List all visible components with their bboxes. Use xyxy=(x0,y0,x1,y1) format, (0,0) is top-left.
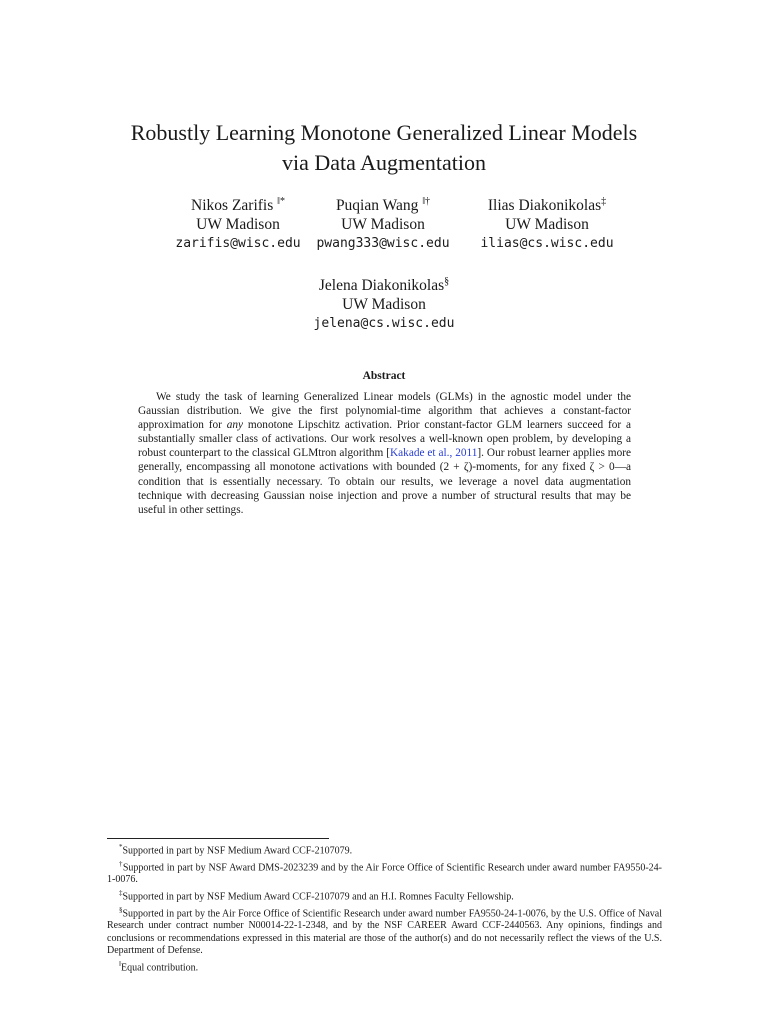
footnote-1 xyxy=(107,841,662,858)
footnote-text: Supported in part by NSF Medium Award CCF-2107079. xyxy=(122,845,353,857)
footnote-text: Supported in part by NSF Award DMS-2023239 and by the Air Force Office of Scientific Research under award number FA9550-24-1-0076. xyxy=(107,862,663,886)
footnote-mark: § xyxy=(119,905,123,914)
abstract-heading: Abstract xyxy=(362,370,406,382)
author-block-4 xyxy=(284,272,484,333)
footnote-mark: † xyxy=(119,859,123,868)
footnote-text: Equal contribution. xyxy=(120,961,199,973)
author-affiliation: UW Madison xyxy=(342,296,426,314)
author-affiliation: UW Madison xyxy=(196,216,280,234)
abstract-part-2: monotone Lipschitz activation. Prior constant-factor GLM learners succeed for a substantially smaller class of activations. Our work resolves a well-known open problem, by developing a robust counterpart to the classical GLMtron algorithm [ xyxy=(138,419,631,460)
footnote-mark: ‡ xyxy=(119,888,123,897)
citation-link[interactable]: Kakade et al., 2011 xyxy=(390,447,478,460)
author-email: ilias@cs.wisc.edu xyxy=(480,236,614,252)
author-mark: ‖* xyxy=(277,196,285,207)
footnote-3 xyxy=(107,887,662,904)
author-affiliation: UW Madison xyxy=(505,216,589,234)
author-name: Jelena Diakonikolas xyxy=(318,277,445,295)
author-email: jelena@cs.wisc.edu xyxy=(313,316,455,332)
title-line-2: via Data Augmentation xyxy=(281,150,487,175)
author-name: Puqian Wang xyxy=(335,197,419,215)
author-name: Nikos Zarifis xyxy=(191,197,274,215)
author-email: zarifis@wisc.edu xyxy=(175,236,301,252)
title-line-1: Robustly Learning Monotone Generalized Linear Models xyxy=(130,120,638,145)
author-mark: § xyxy=(444,276,450,287)
footnote-5 xyxy=(107,958,662,975)
footnote-2 xyxy=(107,858,662,887)
footnote-mark: * xyxy=(119,843,123,851)
footnotes xyxy=(107,841,662,974)
author-affiliation: UW Madison xyxy=(341,216,425,234)
author-block-3 xyxy=(462,192,632,253)
abstract-text xyxy=(138,390,631,517)
author-email: pwang333@wisc.edu xyxy=(316,236,450,252)
footnote-mark: ‖ xyxy=(119,959,121,968)
footnote-rule xyxy=(107,838,329,839)
paper-title xyxy=(0,118,768,178)
author-name: Ilias Diakonikolas xyxy=(487,197,602,215)
abstract-emphasis: any xyxy=(226,419,244,432)
author-mark: ‡ xyxy=(601,196,607,207)
footnote-text: Supported in part by NSF Medium Award CCF-2107079 and an H.I. Romnes Faculty Fellowship. xyxy=(122,891,514,903)
abstract-part-3: ]. Our robust learner applies more generally, encompassing all monotone activations with bounded (2 + ζ)-moments, for any fixed ζ > 0—a condition that is essentially necessary. To obtain our results, we leverage a novel data augmentation technique with decreasing Gaussian noise injection and prove a number of structural results that may be useful in other settings. xyxy=(138,447,631,516)
abstract-part-1: We study the task of learning Generalized Linear models (GLMs) in the agnostic model under the Gaussian distribution. We give the first polynomial-time algorithm that achieves a constant-factor approximation for xyxy=(138,391,631,432)
author-block-2 xyxy=(300,192,466,253)
author-mark: ‖† xyxy=(422,196,431,207)
footnote-text: Supported in part by the Air Force Office of Scientific Research under award number FA9550-24-1-0076, by the U.S. Office of Naval Research under contract number N00014-22-1-2348, and by the NSF CAREER Award CCF-2440563. Any opinions, findings and conclusions or recommendations expressed in this material are those of the author(s) and do not necessarily reflect the views of the U.S. Department of Defense. xyxy=(107,907,662,957)
footnote-4 xyxy=(107,904,662,958)
